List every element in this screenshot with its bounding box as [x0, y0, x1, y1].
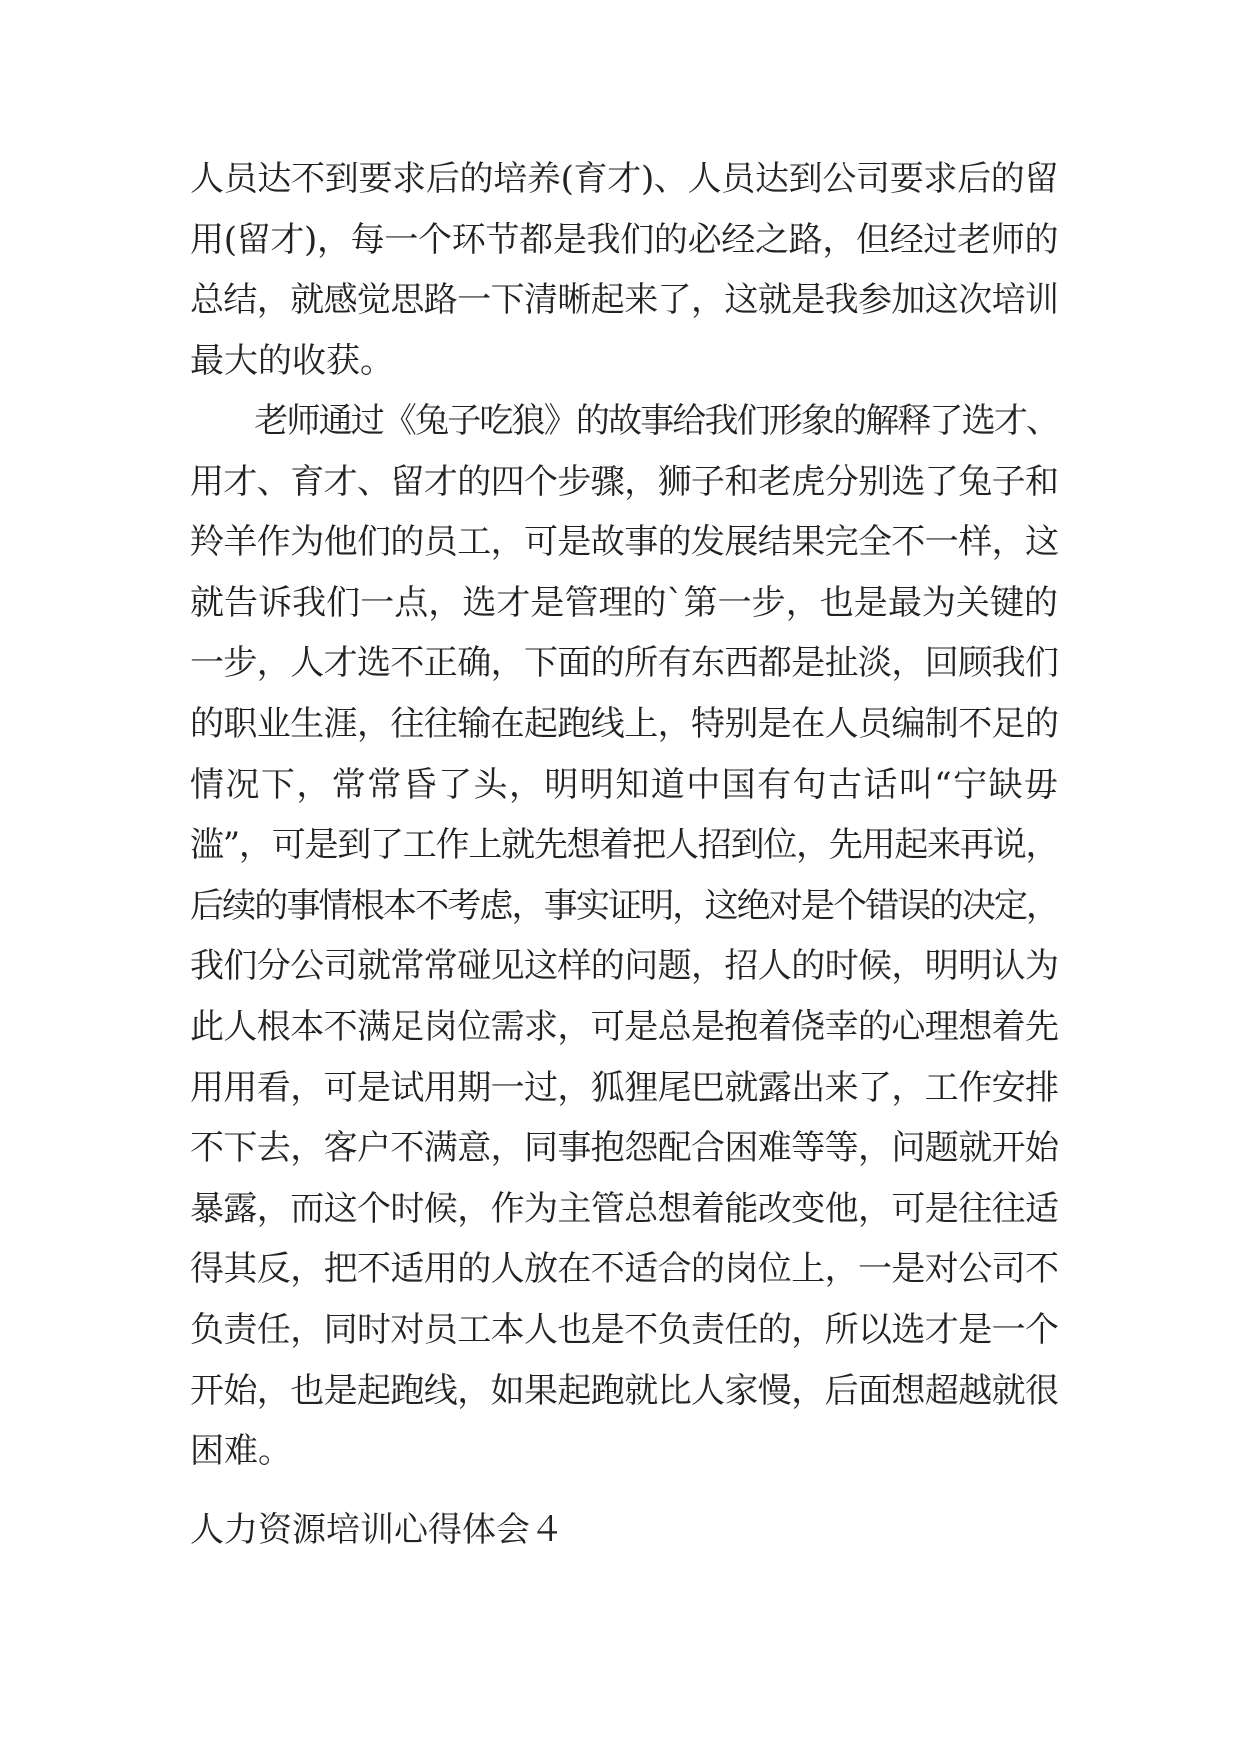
- paragraph-line: 滥”，可是到了工作上就先想着把人招到位，先用起来再说，: [190, 825, 1058, 866]
- paragraph-line: 羚羊作为他们的员工，可是故事的发展结果完全不一样，这: [190, 522, 1058, 563]
- section-heading: 人力资源培训心得体会４: [190, 1510, 564, 1550]
- paragraph-line: 最大的收获。: [190, 340, 394, 381]
- paragraph-line: 困难。: [190, 1431, 292, 1472]
- paragraph-line: 总结，就感觉思路一下清晰起来了，这就是我参加这次培训: [190, 280, 1058, 321]
- paragraph-line: 后续的事情根本不考虑，事实证明，这绝对是个错误的决定，: [190, 885, 1058, 926]
- paragraph-line: 负责任，同时对员工本人也是不负责任的，所以选才是一个: [190, 1309, 1058, 1350]
- paragraph-line: 用才、育才、留才的四个步骤，狮子和老虎分别选了兔子和: [190, 461, 1058, 502]
- paragraph-line: 此人根本不满足岗位需求，可是总是抱着侥幸的心理想着先: [190, 1006, 1058, 1047]
- paragraph-line: 情况下，常常昏了头，明明知道中国有句古话叫“宁缺毋: [190, 764, 1058, 805]
- paragraph-line: 就告诉我们一点，选才是管理的`第一步，也是最为关键的: [190, 582, 1058, 623]
- paragraph-story: [190, 391, 1058, 1482]
- paragraph-line: 用(留才)，每一个环节都是我们的必经之路，但经过老师的: [190, 219, 1058, 260]
- paragraph-line: 的职业生涯，往往输在起跑线上，特别是在人员编制不足的: [190, 703, 1058, 744]
- paragraph-continued: [190, 149, 1058, 391]
- paragraph-line: 开始，也是起跑线，如果起跑就比人家慢，后面想超越就很: [190, 1370, 1058, 1411]
- paragraph-line: 得其反，把不适用的人放在不适合的岗位上，一是对公司不: [190, 1249, 1058, 1290]
- paragraph-line: 不下去，客户不满意，同事抱怨配合困难等等，问题就开始: [190, 1128, 1058, 1169]
- paragraph-line: 一步，人才选不正确，下面的所有东西都是扯淡，回顾我们: [190, 643, 1058, 684]
- paragraph-line: 用用看，可是试用期一过，狐狸尾巴就露出来了，工作安排: [190, 1067, 1058, 1108]
- paragraph-line: 人员达不到要求后的培养(育才)、人员达到公司要求后的留: [190, 159, 1058, 199]
- paragraph-line: 老师通过《兔子吃狼》的故事给我们形象的解释了选才、: [190, 401, 1058, 441]
- paragraph-line: 我们分公司就常常碰见这样的问题，招人的时候，明明认为: [190, 946, 1058, 987]
- paragraph-line: 暴露，而这个时候，作为主管总想着能改变他，可是往往适: [190, 1188, 1058, 1229]
